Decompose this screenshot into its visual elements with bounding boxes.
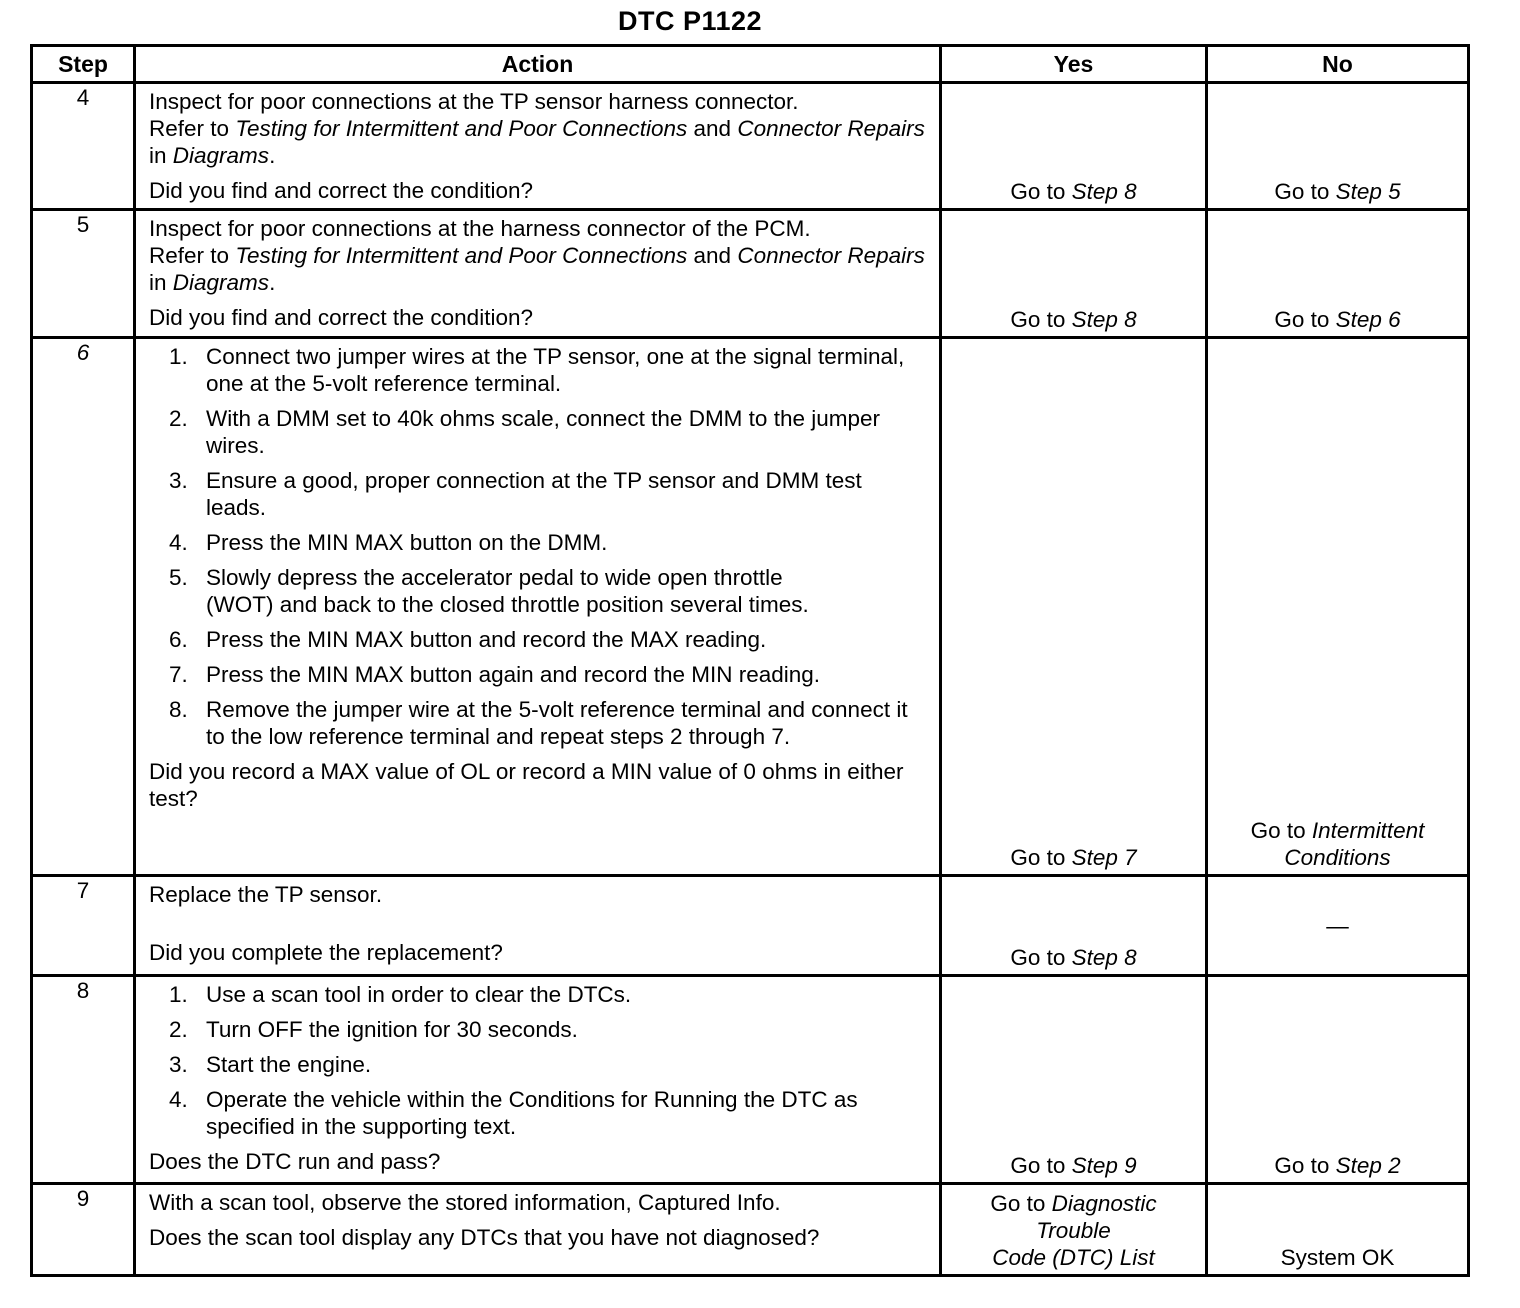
action-cell [135, 210, 941, 338]
table-row [32, 1184, 1469, 1276]
reference-link: Diagrams [172, 270, 270, 295]
question-text: Did you complete the replacement? [149, 940, 503, 965]
yes-result: Go to Step 9 [1010, 1153, 1137, 1178]
page-title: DTC P1122 [617, 6, 763, 36]
yes-cell [941, 876, 1207, 976]
step-number: 6 [32, 338, 135, 876]
procedure-list [149, 343, 925, 750]
header-action: Action [135, 46, 941, 83]
no-cell [1207, 210, 1469, 338]
table-row [32, 338, 1469, 876]
action-text: Inspect for poor connections at the TP sensor harness connector. [149, 89, 799, 114]
no-result: Go to Step 5 [1274, 179, 1401, 204]
reference-link: Testing for Intermittent and Poor Connections [235, 116, 688, 141]
no-result: Go to Step 6 [1274, 307, 1401, 332]
list-item: 5. Slowly depress the accelerator pedal to wide open throttle (WOT) and back to the closed throttle position several times. [169, 565, 809, 617]
list-item: 4. Operate the vehicle within the Conditions for Running the DTC as specified in the supporting text. [169, 1087, 858, 1139]
list-item: 6. Press the MIN MAX button and record the MAX reading. [169, 627, 767, 652]
action-cell [135, 83, 941, 210]
no-result: Go to Intermittent Conditions [1250, 818, 1425, 870]
action-text: Replace the TP sensor. [149, 882, 383, 907]
list-item: 8. Remove the jumper wire at the 5-volt reference terminal and connect it to the low reference terminal and repeat steps 2 through 7. [169, 697, 908, 749]
list-item: 7. Press the MIN MAX button again and record the MIN reading. [169, 662, 821, 687]
yes-result: Go to Step 7 [1010, 845, 1137, 870]
reference-link: Testing for Intermittent and Poor Connections [235, 243, 688, 268]
list-item: 4. Press the MIN MAX button on the DMM. [169, 530, 608, 555]
list-item: 1. Use a scan tool in order to clear the DTCs. [169, 982, 632, 1007]
reference-text: Refer to Testing for Intermittent and Poor Connections and Connector Repairs in Diagrams. [149, 116, 925, 168]
diagnostic-table [30, 44, 1470, 1277]
table-row [32, 210, 1469, 338]
step-number: 7 [32, 876, 135, 976]
step-number: 5 [32, 210, 135, 338]
reference-link: Connector Repairs [737, 116, 925, 141]
list-item: 2. With a DMM set to 40k ohms scale, connect the DMM to the jumper wires. [169, 406, 881, 458]
list-item: 3. Ensure a good, proper connection at the TP sensor and DMM test leads. [169, 468, 862, 520]
no-cell [1207, 976, 1469, 1184]
question-text: Does the scan tool display any DTCs that you have not diagnosed? [149, 1225, 820, 1250]
list-item: 3. Start the engine. [169, 1052, 372, 1077]
no-cell [1207, 876, 1469, 976]
header-step: Step [32, 46, 135, 83]
question-text: Did you record a MAX value of OL or record a MIN value of 0 ohms in either test? [149, 759, 904, 811]
yes-cell [941, 83, 1207, 210]
table-row [32, 876, 1469, 976]
list-item: 1. Connect two jumper wires at the TP sensor, one at the signal terminal, one at the 5-volt reference terminal. [169, 344, 905, 396]
yes-result: Go to Diagnostic Trouble Code (DTC) List [990, 1191, 1157, 1270]
no-result: — [1326, 913, 1349, 938]
table-row [32, 83, 1469, 210]
procedure-list [149, 981, 925, 1140]
no-result: Go to Step 2 [1274, 1153, 1401, 1178]
step-number: 4 [32, 83, 135, 210]
yes-result: Go to Step 8 [1010, 307, 1137, 332]
step-number: 9 [32, 1184, 135, 1276]
action-text: With a scan tool, observe the stored information, Captured Info. [149, 1190, 781, 1215]
no-result: System OK [1280, 1245, 1395, 1270]
list-item: 2. Turn OFF the ignition for 30 seconds. [169, 1017, 578, 1042]
reference-text: Refer to Testing for Intermittent and Poor Connections and Connector Repairs in Diagrams. [149, 243, 925, 295]
yes-cell [941, 338, 1207, 876]
header-yes: Yes [941, 46, 1207, 83]
table-row [32, 976, 1469, 1184]
yes-result: Go to Step 8 [1010, 179, 1137, 204]
action-text: Inspect for poor connections at the harness connector of the PCM. [149, 216, 811, 241]
action-cell [135, 338, 941, 876]
action-cell [135, 876, 941, 976]
question-text: Did you find and correct the condition? [149, 305, 533, 330]
yes-cell [941, 1184, 1207, 1276]
action-cell [135, 1184, 941, 1276]
action-cell [135, 976, 941, 1184]
yes-cell [941, 976, 1207, 1184]
question-text: Did you find and correct the condition? [149, 178, 533, 203]
yes-result: Go to Step 8 [1010, 945, 1137, 970]
reference-link: Diagrams [172, 143, 270, 168]
header-row [32, 46, 1469, 83]
no-cell [1207, 83, 1469, 210]
no-cell [1207, 338, 1469, 876]
no-cell [1207, 1184, 1469, 1276]
header-no: No [1207, 46, 1469, 83]
reference-link: Connector Repairs [737, 243, 925, 268]
yes-cell [941, 210, 1207, 338]
question-text: Does the DTC run and pass? [149, 1149, 441, 1174]
step-number: 8 [32, 976, 135, 1184]
